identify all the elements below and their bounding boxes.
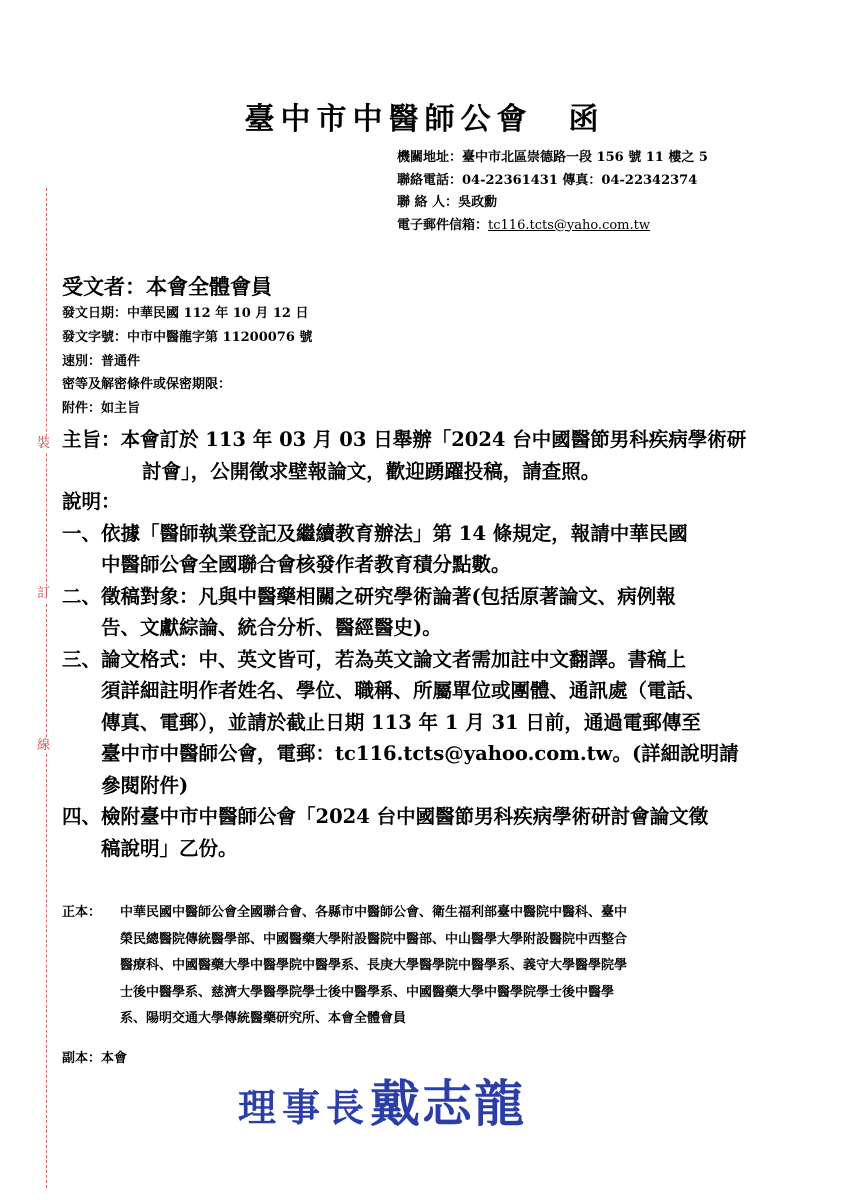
reference-number: 發文字號：中市中醫龍字第 11200076 號: [62, 329, 313, 345]
item-number: 一、: [62, 521, 102, 545]
signature-name: 戴志龍: [370, 1074, 527, 1133]
sender-contact: 聯 絡 人：吳政勳: [397, 195, 498, 210]
item-line: 傳真、電郵），並請於截止日期 113 年 1 月 31 日前，通過電郵傳至: [101, 710, 701, 734]
speed-class: 速別：普通件: [62, 353, 141, 369]
binding-char-zhuang: 裝: [37, 436, 51, 451]
email-link[interactable]: tc116.tcts@yaho.com.tw: [488, 217, 650, 233]
subject-line-1: 主旨：本會訂於 113 年 03 月 03 日舉辦「2024 台中國醫節男科疾病學術研: [62, 428, 747, 451]
copies-line: 醫療科、中國醫藥大學中醫學院中醫學系、長庚大學醫學院中醫學系、義守大學醫學院學: [120, 958, 628, 973]
item-line: 參閱附件): [101, 773, 189, 797]
carbon-copy: 副本：本會: [62, 1051, 128, 1066]
copies-line: 士後中醫學系、慈濟大學醫學院學士後中醫學系、中國醫藥大學中醫學院學士後中醫學: [120, 984, 615, 1000]
item-line: 中醫師公會全國聯合會核發作者教育積分點數。: [101, 553, 511, 576]
item-line: 論文格式：中、英文皆可，若為英文論文者需加註中文翻譯。書稿上: [101, 647, 687, 671]
explanation-item-3: [62, 644, 797, 802]
item-line: 徵稿對象：凡與中醫藥相關之研究學術論著(包括原著論文、病例報: [101, 584, 676, 608]
item-line: 檢附臺中市中醫師公會「2024 台中國醫節男科疾病學術研討會論文徵: [101, 805, 709, 828]
issue-date: 發文日期：中華民國 112 年 10 月 12 日: [62, 306, 309, 321]
subject-line-2: 討會」，公開徵求壁報論文，歡迎踴躍投稿，請查照。: [142, 459, 601, 483]
copies-label: 正本：: [62, 905, 102, 920]
copies-line: 中華民國中醫師公會全國聯合會、各縣市中醫師公會、衛生福利部臺中醫院中醫科、臺中: [120, 905, 628, 920]
sender-info: [397, 147, 708, 237]
sender-email: 電子郵件信箱：tc116.tcts@yaho.com.tw: [397, 217, 650, 233]
copies-line: 系、陽明交通大學傳統醫藥研究所、本會全體會員: [120, 1011, 407, 1026]
binding-char-ding: 訂: [37, 586, 51, 601]
secrecy-level: 密等及解密條件或保密期限：: [62, 377, 232, 393]
subject: [62, 424, 797, 487]
binding-char-xian: 線: [37, 738, 51, 753]
attachment: 附件：如主旨: [62, 401, 141, 417]
item-number: 四、: [62, 805, 102, 828]
document-title: 臺中市中醫師公會 函: [244, 102, 605, 137]
binding-line: [46, 188, 47, 1188]
sender-phone-fax: 聯絡電話：04-22361431 傳真：04-22342374: [397, 172, 698, 188]
chairman-signature: [238, 1064, 526, 1136]
item-line: 臺中市中醫師公會，電郵：tc116.tcts@yahoo.com.tw。(詳細說明請: [101, 742, 739, 765]
document-meta: [62, 302, 312, 421]
recipient: 受文者：本會全體會員: [62, 274, 272, 299]
copies-line: 榮民總醫院傳統醫學部、中國醫藥大學附設醫院中醫部、中山醫學大學附設醫院中西整合: [120, 931, 628, 947]
explanation-label: 說明：: [62, 490, 121, 513]
sender-address: 機關地址：臺中市北區崇德路一段 156 號 11 樓之 5: [397, 150, 708, 165]
item-line: 告、文獻綜論、統合分析、醫經醫史)。: [101, 616, 442, 639]
explanation-item-2: [62, 581, 797, 644]
item-number: 二、: [62, 584, 102, 608]
original-recipients: [62, 900, 802, 1033]
item-number: 三、: [62, 647, 102, 671]
explanation-item-1: [62, 518, 797, 581]
item-line: 須詳細註明作者姓名、學位、職稱、所屬單位或團體、通訊處（電話、: [101, 679, 706, 702]
item-line: 依據「醫師執業登記及繼續教育辦法」第 14 條規定，報請中華民國: [101, 521, 688, 545]
item-line: 稿說明」乙份。: [101, 836, 238, 860]
explanation: [62, 486, 797, 864]
signature-role: 理事長: [238, 1085, 371, 1130]
explanation-item-4: [62, 801, 797, 864]
